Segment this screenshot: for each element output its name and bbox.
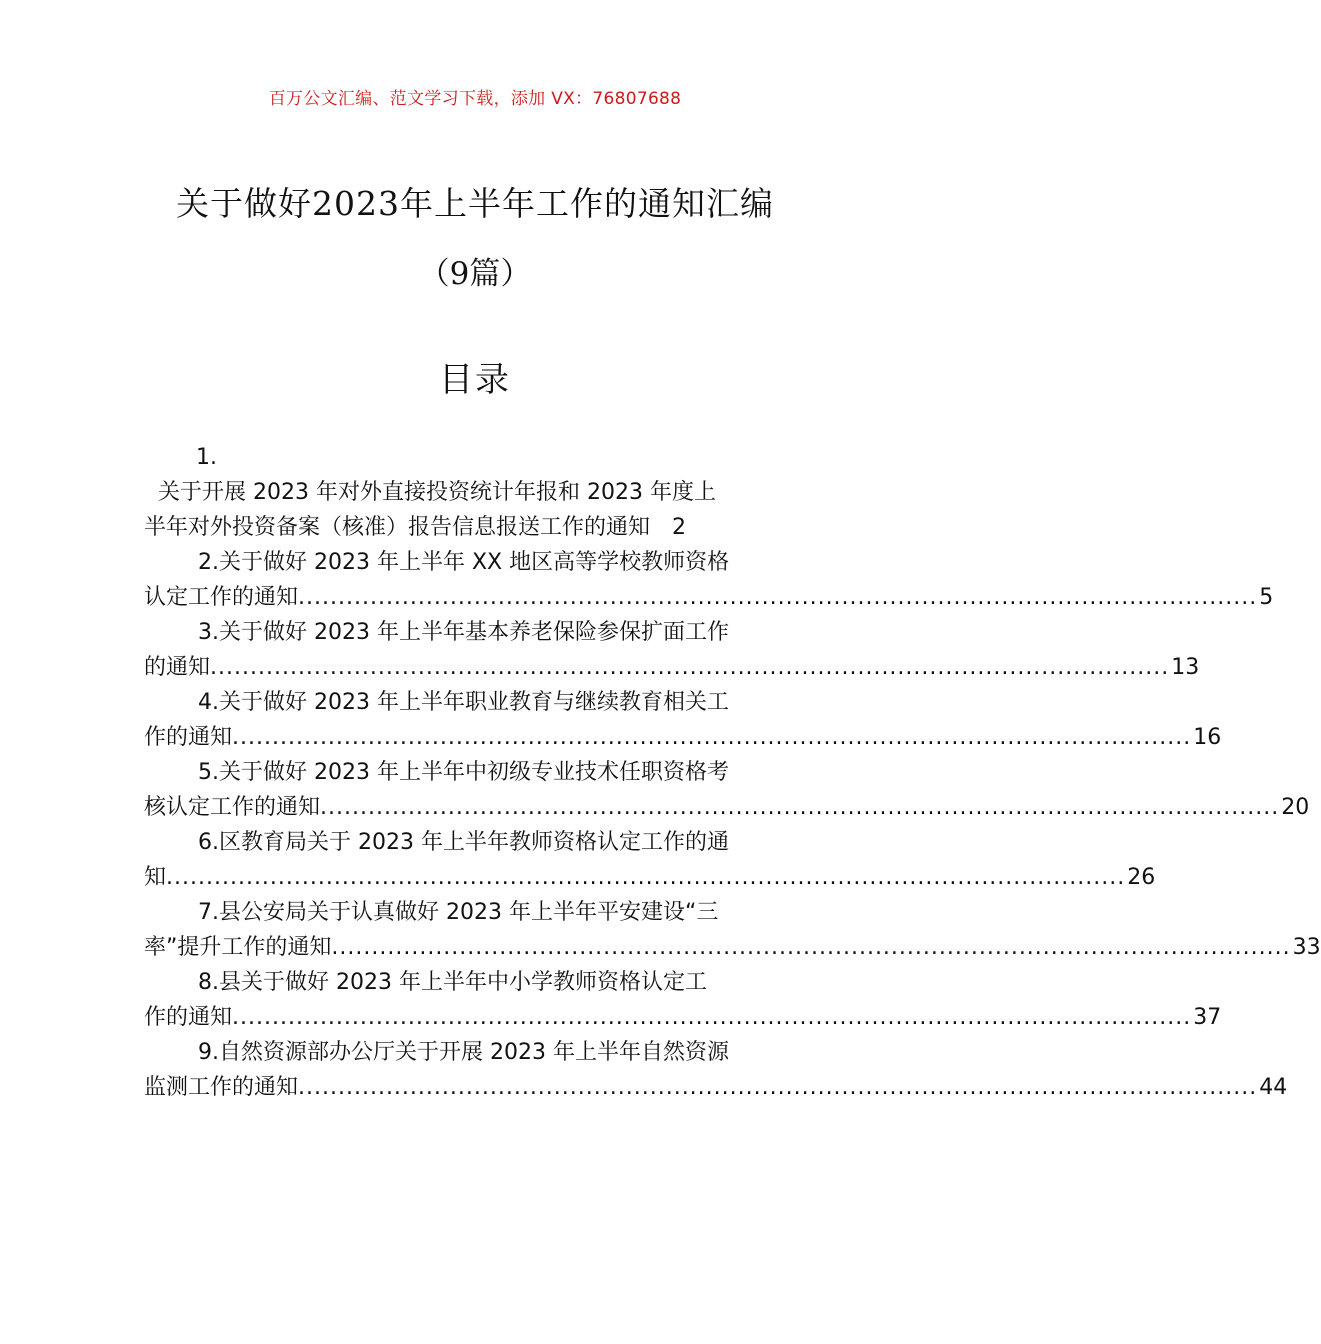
toc-entry-line2: 作的通知 xyxy=(144,1005,233,1030)
toc-entry-line1: 关于开展 2023 年对外直接投资统计年报和 2023 年度上 xyxy=(158,480,716,505)
toc-entry-6[interactable] xyxy=(144,825,1156,895)
toc-heading: 目录 xyxy=(439,360,511,400)
dot-leader: ........................................................................................................................ xyxy=(298,585,1258,610)
dot-leader: ........................................................................................................................ xyxy=(210,655,1170,680)
dot-leader: ........................................................................................................................ xyxy=(320,795,1280,820)
toc-entry-7[interactable] xyxy=(144,895,1321,965)
dot-leader: ........................................................................................................................ xyxy=(298,1075,1258,1100)
toc-entry-2[interactable] xyxy=(144,545,1274,615)
toc-entry-number: 1. xyxy=(196,445,217,470)
toc-entry-4[interactable] xyxy=(144,685,1222,755)
toc-entry-line1: 3.关于做好 2023 年上半年基本养老保险参保扩面工作 xyxy=(198,620,729,645)
toc-entry-1[interactable] xyxy=(144,440,806,545)
toc-entry-line1: 2.关于做好 2023 年上半年 XX 地区高等学校教师资格 xyxy=(198,550,730,575)
header-note: 百万公文汇编、范文学习下载，添加 VX：76807688 xyxy=(268,89,682,109)
dot-leader: ........................................................................................................................ xyxy=(232,1005,1192,1030)
toc-entry-line2: 知 xyxy=(144,865,167,890)
toc-entry-5[interactable] xyxy=(144,755,1310,825)
toc-entry-page: 2 xyxy=(672,515,687,540)
toc-entry-line2: 的通知 xyxy=(144,655,211,680)
toc-entry-line1: 6.区教育局关于 2023 年上半年教师资格认定工作的通 xyxy=(198,830,729,855)
toc-entry-line1: 5.关于做好 2023 年上半年中初级专业技术任职资格考 xyxy=(198,760,729,785)
dot-leader: ........................................................................................................................ xyxy=(331,935,1291,960)
toc-entry-line2: 认定工作的通知 xyxy=(144,585,299,610)
toc-entry-8[interactable] xyxy=(144,965,1222,1035)
toc-entry-line1: 9.自然资源部办公厅关于开展 2023 年上半年自然资源 xyxy=(198,1040,729,1065)
toc-entry-line2: 半年对外投资备案（核准）报告信息报送工作的通知 xyxy=(144,515,651,540)
toc-entry-line1: 7.县公安局关于认真做好 2023 年上半年平安建设“三 xyxy=(198,900,719,925)
toc-entry-line2: 监测工作的通知 xyxy=(144,1075,299,1100)
toc-entry-line1: 8.县关于做好 2023 年上半年中小学教师资格认定工 xyxy=(198,970,707,995)
toc-entry-3[interactable] xyxy=(144,615,1200,685)
toc-entry-line2: 核认定工作的通知 xyxy=(144,795,321,820)
toc-entry-line2: 率”提升工作的通知 xyxy=(144,935,332,960)
toc-entry-page: 33 xyxy=(1292,935,1321,960)
dot-leader: ........................................................................................................................ xyxy=(166,865,1126,890)
toc-entry-page: 16 xyxy=(1193,725,1222,750)
toc-entry-9[interactable] xyxy=(144,1035,1288,1105)
toc-entry-page: 37 xyxy=(1193,1005,1222,1030)
toc-entry-page: 26 xyxy=(1127,865,1156,890)
toc-entry-page: 13 xyxy=(1171,655,1200,680)
toc-entry-page: 5 xyxy=(1259,585,1274,610)
document-subtitle: （9篇） xyxy=(418,256,532,292)
table-of-contents xyxy=(144,440,1321,1105)
document-title: 关于做好2023年上半年工作的通知汇编 xyxy=(176,184,774,223)
toc-entry-line1: 4.关于做好 2023 年上半年职业教育与继续教育相关工 xyxy=(198,690,729,715)
toc-entry-page: 44 xyxy=(1259,1075,1288,1100)
toc-entry-line2: 作的通知 xyxy=(144,725,233,750)
toc-entry-page: 20 xyxy=(1281,795,1310,820)
dot-leader: ........................................................................................................................ xyxy=(232,725,1192,750)
